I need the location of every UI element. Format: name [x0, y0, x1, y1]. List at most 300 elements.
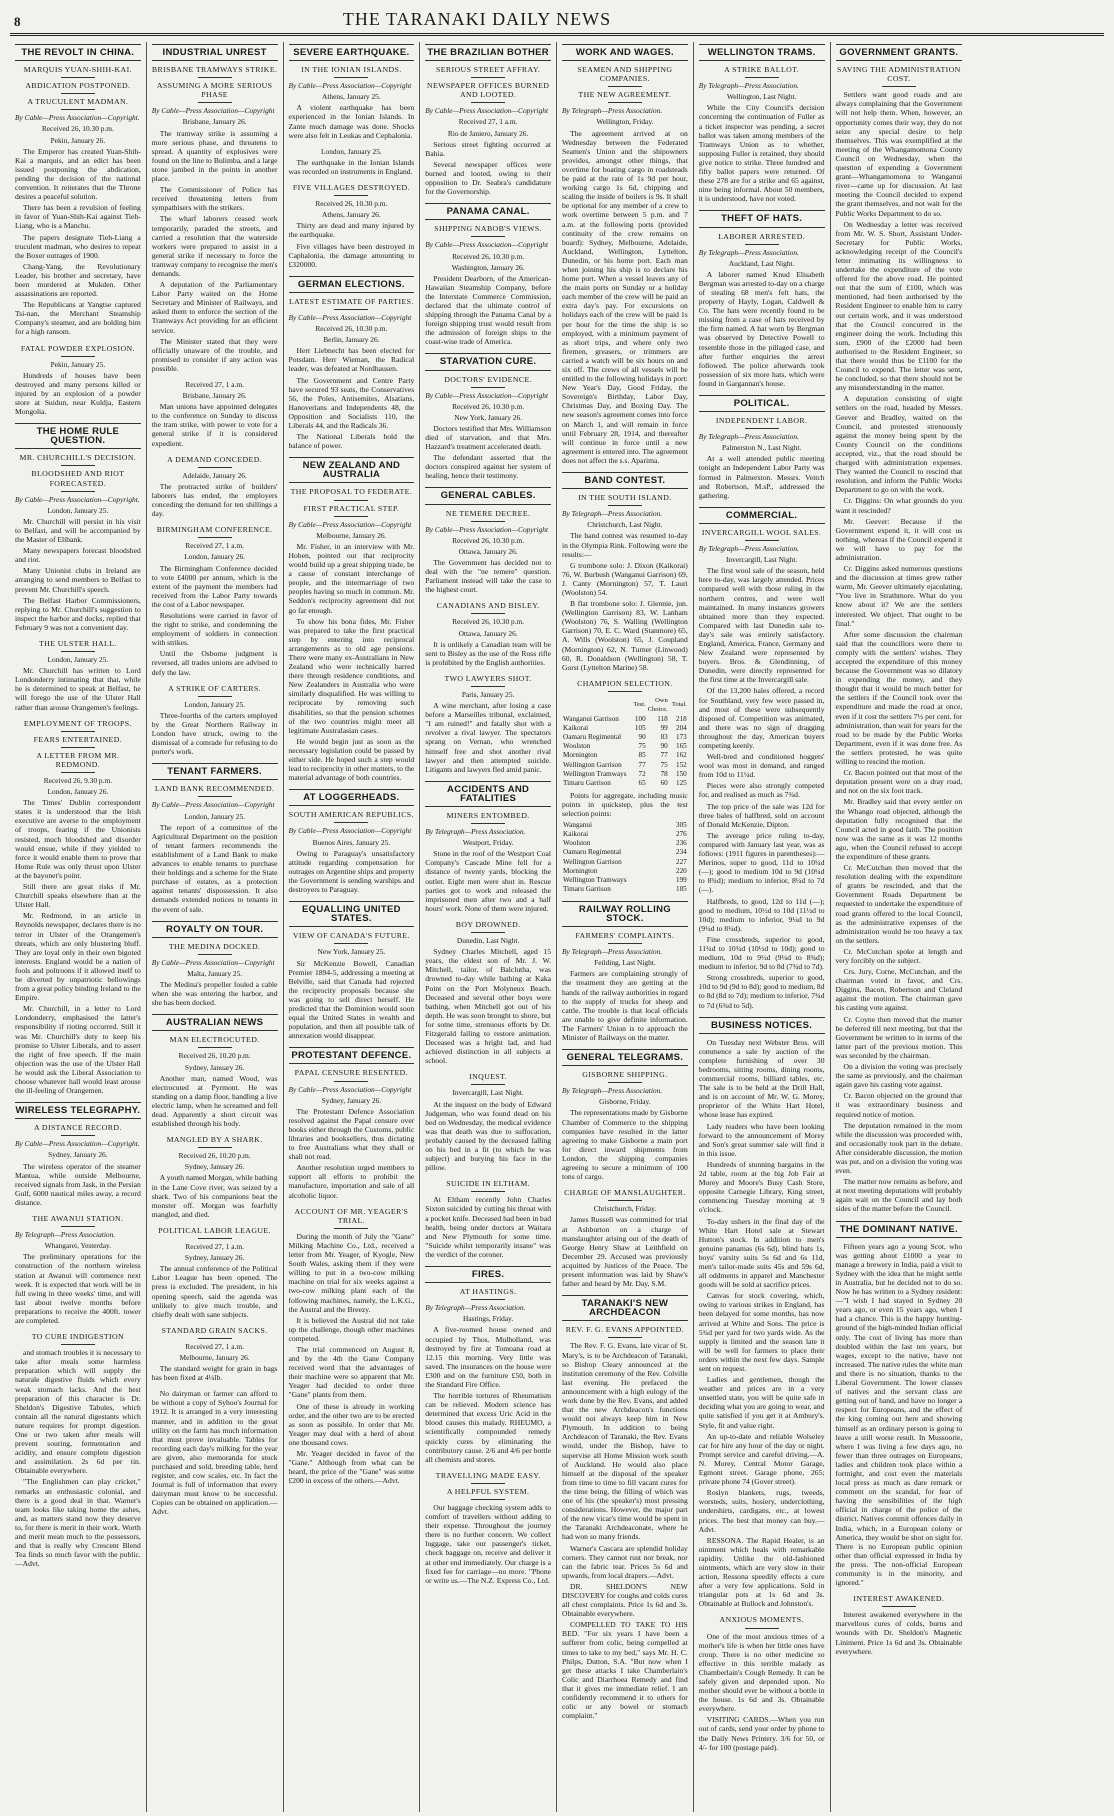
article-byline: By Cable—Press Association—Copyright.	[15, 494, 140, 504]
article-byline: By Cable—Press Association—Copyright	[288, 519, 412, 529]
table-cell: Wellington Tramways	[563, 769, 627, 778]
article-paragraph: Well-bred and conditioned hoggets' wool was most in demand, and ranged from 10d to 11¼d.	[698, 752, 825, 780]
divider-rule	[745, 77, 779, 78]
divider-rule	[608, 1337, 642, 1338]
article-headline: BAND CONTEST.	[562, 472, 688, 489]
article-paragraph: On a division the voting was precisely the same as previously, and the chairman again gave his casting vote against.	[835, 1062, 963, 1090]
article-paragraph: "The Englishmen can play cricket," remarks an enthusiastic colonial, and there is a good deal in that. Warner's team looks like taking home the ashes, and, as matters stand now they deserve to, for there is merit in their work. Worth and merit mean much to the possessors, and that is really why Crescent Blend Tea finds so much favor with the public.—Advt.	[15, 1477, 141, 1569]
article-location: London, January 26.	[184, 552, 245, 562]
article-byline: By Telegraph—Press Association.	[698, 81, 799, 91]
article-paragraph: Warner's Cascara are splendid holiday corners. They cannot rust nor break, nor can the fabric tear. Prices 5s 6d and upwards, from local drapers.—Advt.	[562, 1543, 688, 1580]
divider-rule	[471, 686, 505, 687]
article-headline: THE HOME RULE QUESTION.	[15, 423, 141, 449]
article	[562, 1049, 688, 1181]
article-subheading: INQUEST.	[469, 1072, 508, 1082]
article-paragraph: DR. SHELDON'S NEW DISCOVERY for coughs and colds cures all chest complaints. Price 1s 6d and 3s. Obtainable everywhere.	[562, 1581, 688, 1619]
article	[562, 901, 688, 1042]
article	[562, 472, 688, 672]
article-subheading: INVERCARGILL WOOL SALES.	[701, 527, 822, 537]
column-2	[147, 42, 284, 1812]
table-cell: 85	[638, 751, 646, 760]
article-paragraph: Many newspapers forecast bloodshed and riot.	[15, 546, 141, 565]
article-paragraph: Mr. Churchill will persist in his visit to Belfast, and will be accompanied by the Master of Elibank.	[15, 516, 141, 545]
article-location: Christchurch, Last Night.	[587, 520, 663, 530]
article	[699, 1615, 825, 1751]
article-headline: SEVERE EARTHQUAKE.	[289, 44, 415, 61]
article-subheading: MARQUIS YUAN-SHIH-KAI.	[23, 65, 132, 75]
article-location: Melbourne, January 26.	[179, 1352, 250, 1362]
article-paragraph: A youth named Morgan, while bathing in the Lane Cove river, was seized by a shark. Two of his companions beat the monster off. Morgan was fearfully mangled, and died.	[151, 1173, 278, 1219]
article-dateline: Received 26, 10.30 p.m.	[452, 617, 525, 627]
divider-rule	[471, 1084, 505, 1085]
results-table	[562, 695, 688, 788]
divider-rule	[61, 651, 95, 652]
article-headline: GERMAN ELECTIONS.	[289, 276, 415, 293]
article-paragraph: The wireless operator of the steamer Mantua, while outside Melbourne, received signals from Jask, in the Persian Gulf, 6000 nautical miles away, a record distance.	[15, 1161, 141, 1207]
article-paragraph: Interest awakened everywhere in the marvellous cures of colds, burns and wounds with Dr. Sheldon's Magnetic Liniment. Price 1s 6d and 3s. Obtainable everywhere.	[835, 1610, 963, 1656]
article-location: London, January 25.	[184, 699, 245, 709]
article-paragraph: The defendant asserted that the doctors conspired against her system of healing, hence their testimony.	[425, 453, 551, 481]
article-location: Rio de Janiero, January 26.	[447, 128, 529, 138]
article-location: Malta, January 25.	[187, 968, 243, 978]
article	[699, 507, 825, 1010]
article	[425, 1072, 551, 1172]
article	[15, 1332, 141, 1568]
article-location: Sydney, January 26.	[184, 1253, 245, 1263]
divider-rule	[198, 1238, 232, 1239]
table-cell: Woolston	[563, 742, 591, 751]
article-subheading: ABDICATION POSTPONED.	[25, 81, 131, 91]
table-cell: 77	[660, 751, 668, 760]
article-byline: By Telegraph—Press Association.	[425, 1303, 526, 1313]
article-paragraph: Owing to Paraguay's unsatisfactory attitude regarding compensation for outrages on Argentine ships and property the Government is sending warships and destroyers to Paraguay.	[288, 848, 415, 895]
columns-area	[10, 42, 1104, 1812]
article-location: Sydney, January 26.	[48, 1150, 108, 1160]
divider-rule	[198, 696, 232, 697]
article-paragraph: The earthquake in the Ionian Islands was recorded on instruments in England.	[288, 157, 415, 176]
divider-rule	[334, 943, 368, 944]
article-subheading: NE TEMERE DECREE.	[445, 508, 531, 518]
table-cell: Mornington	[563, 751, 598, 760]
divider-rule	[745, 540, 779, 541]
table-cell: 165	[675, 742, 687, 751]
article-paragraph: Hundreds of stunning bargains in the 2d table, room at the big Job Fair at Morey and Moore's Busy Cash Store, opposite Carnegie Library, King street, commencing Tuesday morning at 9 o'clock.	[698, 1159, 825, 1215]
divider-rule	[882, 86, 916, 87]
article-paragraph: Cr. Bacon pointed out that most of the deputation present were on a dray road, and not on the six foot track.	[835, 768, 963, 796]
article-paragraph: The National Liberals hold the balance of power.	[288, 432, 415, 451]
divider-rule	[608, 1200, 642, 1201]
table-cell: 150	[675, 769, 687, 778]
divider-rule	[198, 1147, 232, 1148]
table-cell: Wellington Garrison	[563, 760, 622, 769]
article-paragraph: Strong crossbreds, superior to good, 10d to 9d (9d to 8d); good to medium, 8d to 8d (8d to 7d); medium to inferior, 7¾d to 7d (6¾d to 5d).	[698, 973, 825, 1010]
article-subheading: THE ULSTER HALL.	[39, 638, 117, 648]
table-cell: Timaru Garrison	[563, 778, 611, 787]
divider-rule	[882, 1606, 916, 1607]
article-subheading: THE MEDINA DOCKED.	[168, 941, 261, 951]
article	[152, 1389, 278, 1516]
article-location: Wellington, Friday.	[596, 117, 654, 127]
article-byline: By Telegraph—Press Association.	[562, 947, 663, 957]
table-cell: 305	[675, 821, 687, 830]
article-subheading: FATAL POWDER EXPLOSION.	[20, 343, 135, 353]
article-dateline: Received 26, 10.20 p.m.	[178, 1151, 251, 1161]
article-paragraph: Cr. McCutchan then moved that the resolution dealing with the expenditure of grants be rescinded, and that the Government Roads Department be requested to undertake the expenditure of road grants offered to the local Council, as the administrative expenses of the administration would be too heavy a tax on the settlers.	[835, 863, 963, 945]
article-location: London, January 25.	[47, 505, 109, 515]
article-paragraph: COMPELLED TO TAKE TO HIS BED. "For six years I have been a sufferer from colic, being compelled at times to take to my bed," says Mr. H. C. Philps, Dutton, S.A. "But now when I get these attacks I take Chamberlain's Colic and Diarrhoea Remedy and find that it gives me immediate relief. I am confidently recommend it to others for colic or any bowel or stomach complaint."	[562, 1620, 688, 1721]
article-paragraph: To show his bona fides, Mr. Fisher was prepared to take the first practical step by entering into reciprocal arrangements as to old age pensions. There were many ex-Australians in New Zealand who were technically barred there through residence conditions, and New Zealanders in Australia who were similarly disqualified. He was willing to reciprocate by removing such disabilities, so that the pension schemes of the two countries might meet all legitimate Australasian cases.	[288, 616, 415, 735]
article-paragraph: The Government and Centre Party have secured 93 seats, the Conservatives 56, the Poles, Antisemites, Alsatians, Hanoverians and Independents 48, the Opposition and Socialists 110, the Liberals 44, and the Radicals 36.	[288, 375, 415, 430]
article-headline: WELLINGTON TRAMS.	[699, 44, 825, 61]
table-row	[562, 761, 688, 770]
article-subheading: SERIOUS STREET AFFRAY.	[436, 65, 541, 75]
table-row	[562, 733, 688, 742]
article	[562, 44, 688, 465]
divider-rule	[471, 1299, 505, 1300]
article-location: Whangarei, Yesterday.	[44, 1241, 112, 1251]
table-cell: 90	[660, 742, 668, 751]
table-cell: Wanganui	[563, 821, 592, 830]
article	[425, 1471, 551, 1585]
article-headline: GENERAL CABLES.	[425, 487, 551, 504]
table-cell: Woolston	[563, 839, 591, 848]
table-cell: Wanganui Garrison	[563, 715, 619, 724]
article-location: London, January 25.	[47, 655, 109, 665]
article-paragraph: The Commissioner of Police has received threatening letters from sympathisers with the strikers.	[151, 185, 278, 213]
article-byline: By Telegraph—Press Association.	[698, 432, 799, 442]
article-paragraph: A laborer named Knud Elisabeth Bergman was arrested to-day on a charge of stealing 68 men's felt hats, the property of Hayly, Logan, Caldwell & Co. The hats were recently found to be missing from a case of hats received by the firm named. A hat worn by Bergman was observed by Detective Powell to resemble those in the pillaged case, and after further enquiries the arrest followed. The police afterwards took possession of six more hats, which were found in Gargannan's house.	[698, 269, 825, 388]
article-subheading: SEAMEN AND SHIPPING COMPANIES.	[577, 65, 673, 84]
article-paragraph: At the inquest on the body of Edward Judgeman, who was found dead on his bed on Wednesday, the medical evidence was that death was due to suffocation, probably caused by the deceased falling on his bed in a fit (to which he was subject) and burying his face in the pillow.	[425, 1099, 551, 1173]
article-paragraph: To-day ushers in the final day of the White Hart Hotel sale at Stewart Hutton's stock. In addition to men's genuine panamas (6s 6d), blind hats 1s, boys' varsity suits 5s 6d and 6s 11d, men's tailor-made suits 45s and 59s 6d, all oddments in apparel and Manchester goods will be sold at sacrifice prices.	[698, 1216, 825, 1290]
article-subheading: A TRUCULENT MADMAN.	[27, 97, 129, 107]
divider-rule	[61, 109, 95, 110]
table-cell: 227	[675, 857, 687, 866]
article-paragraph: The trial commenced on August 8, and by the 4th the Gane Company received word that the advantages of their machine were so apparent that Mr. Yeager had decided to order three "Gane" plants from them.	[288, 1344, 415, 1400]
divider-rule	[334, 500, 368, 501]
article-paragraph: The papers designate Tieh-Liang a truculent madman, who desires to repeat the Boxer outrages of 1900.	[15, 232, 141, 260]
article-byline: By Cable—Press Association—Copyright	[288, 1084, 412, 1094]
article-location: Palmerston N., Last Night.	[722, 443, 802, 453]
article	[152, 921, 278, 1008]
article-paragraph: Still there are great risks if Mr. Churchill speaks elsewhere than at the Ulster Hall.	[15, 882, 141, 910]
divider-rule	[198, 796, 232, 797]
article	[289, 789, 415, 894]
table-cell: 204	[675, 724, 687, 733]
article-paragraph: An up-to-date and reliable Wolseley car for hire any hour of the day or night. Prompt service and careful driving.—A. N. Morey, Central Motor Garage, Egmont street. Garage phone, 265; private phone 74 (Gover street).	[698, 1431, 825, 1487]
divider-rule	[198, 102, 232, 103]
article	[425, 44, 551, 196]
table-header: Total.	[671, 701, 687, 709]
article-byline: By Cable—Press Association—Copyright	[425, 240, 549, 250]
article-headline: WORK AND WAGES.	[562, 44, 688, 61]
article-headline: EQUALLING UNITED STATES.	[289, 901, 415, 927]
divider-rule	[608, 102, 642, 103]
article-headline: INDUSTRIAL UNREST	[152, 44, 278, 61]
article-paragraph: The protracted strike of builders' laborers has ended, the employers conceding the demand for ten shillings a day.	[151, 481, 278, 519]
divider-rule	[334, 1228, 368, 1229]
article-dateline: Received 26, 10.30 p.m.	[315, 199, 388, 209]
article-byline: By Cable—Press Association—Copyright.	[15, 1139, 140, 1149]
divider-rule	[334, 77, 368, 78]
table-cell: Mornington	[563, 866, 598, 875]
article-dateline: Received 27, 1 a.m.	[458, 117, 518, 127]
article	[836, 1221, 963, 1588]
table-cell: 234	[675, 848, 687, 857]
divider-rule	[61, 1226, 95, 1227]
article-subheading: CANADIANS AND BISLEY.	[436, 601, 540, 611]
table-row	[562, 724, 688, 733]
article-subheading: LABORER ARRESTED.	[718, 231, 806, 241]
article-paragraph: Sir McKenzie Bowell, Canadian Premier 1894-5, addressing a meeting at Belville, said that Canada had rejected the reciprocity proposals because she was going to sell direct herself. He predicted that the Dominion would soon equal the United States in wealth and population, and then all possible talk of annexation would disappear.	[288, 958, 415, 1041]
article	[836, 44, 963, 1214]
article-location: London, January 25.	[184, 811, 245, 821]
table-cell: 236	[675, 839, 687, 848]
table-row	[562, 821, 688, 830]
article-paragraph: Points for aggregate, including music points in quickstep, plus the test selection points:	[562, 790, 688, 819]
article-paragraph: Mr. Redmond, in an article in Reynolds newspaper, declares there is no terror in Ulster of the Orangemen's threats, which are only blustering bluff. They are loyal only in their own bigoted interests. England would be a nation of fools and poltroons if it allowed itself to be diverted by unpatriotic bellowings from a great policy binding Ireland to the Empire.	[15, 911, 141, 1003]
table-cell: 60	[660, 778, 668, 787]
article-byline: By Cable—Press Association—Copyright	[425, 524, 549, 534]
article-subheading: IN THE SOUTH ISLAND.	[578, 493, 672, 503]
article-paragraph: Settlers want good roads and are always complaining that the Government will not help them. When, however, an opportunity comes their way, they do not seize any special desire to help themselves. This was exemplified at the meeting of the Whangamomona County Council on Wednesday, when the question of expending a Government grant—Whangamomona to Wanganui river—came up for discussion. At last meeting the Council decided to expend the grant themselves, and not wait for the Public Works Department to do so.	[835, 90, 963, 218]
article-subheading: POLITICAL LABOR LEAGUE.	[158, 1225, 271, 1235]
table-cell: 276	[675, 830, 687, 839]
article-paragraph: The preliminary operations for the construction of the northern wireless station at Awanui will commence next week. It is expected that work will be in full swing in three weeks' time, and will last about twelve months before preparations to receive the 400ft. tower are completed.	[15, 1252, 141, 1325]
divider-rule	[334, 195, 368, 196]
article-paragraph: Canvas for stock covering, which, owing to various strikes in England, has been delayed for some months, has now arrived at White and Sons. The price is 5¾d per yard for two yards wide. As the supply is limited and the season late it will be well for farmers to place their orders within the next few days. Sample sent on request.	[698, 1291, 825, 1373]
article-dateline: Received 26, 10.30 p.m.	[452, 251, 525, 261]
article-paragraph: It is believed the Austral did not take up the challenge, though other machines competed.	[288, 1315, 415, 1343]
article-location: Christchurch, Friday.	[593, 1204, 657, 1214]
divider-rule	[198, 1338, 232, 1339]
article-dateline: Received 27, 1 a.m.	[185, 541, 244, 551]
article-subheading: MANGLED BY A SHARK.	[166, 1135, 263, 1145]
article	[152, 1326, 278, 1382]
article-headline: BUSINESS NOTICES.	[699, 1017, 825, 1034]
article-headline: GENERAL TELEGRAMS.	[562, 1049, 688, 1066]
article-headline: NEW ZEALAND AND AUSTRALIA	[289, 457, 415, 483]
article-paragraph: Several newspaper offices were burned and looted, owing to their opposition to Dr. Seabra's candidature for the Governorship.	[425, 159, 551, 197]
article-paragraph: The Minister stated that they were officially unaware of the trouble, and promised to consider if any action was possible.	[151, 336, 278, 373]
article	[425, 1179, 551, 1259]
article-dateline: Received 26, 10.30 p.m.	[452, 535, 525, 545]
page-number: 8	[14, 14, 21, 29]
article	[425, 674, 551, 774]
article-location: Hastings, Friday.	[463, 1314, 514, 1324]
article-paragraph: Cr. McCutchan spoke at length and very forcibly on the subject.	[835, 946, 963, 965]
article-paragraph: Ladies and gentlemen, though the weather and prices are in a very unsettled state, you will be quite safe in deciding what you are going to wear, and quite satisfied if you get it at Ambury's. Style, fit and value right.	[698, 1375, 825, 1430]
article-subheading: A LETTER FROM MR. REDMOND.	[36, 750, 120, 769]
points-table	[562, 821, 688, 894]
table-cell: Wellington Tramways	[563, 875, 627, 884]
article	[15, 344, 141, 417]
article-dateline: Received 27, 1 a.m.	[185, 1242, 244, 1252]
article-dateline: Received 26, 10.30 p.m.	[452, 401, 525, 411]
table-cell: 218	[675, 715, 687, 724]
article-subheading: EMPLOYMENT OF TROOPS.	[23, 718, 132, 728]
article-paragraph: While the City Council's decision concerning the continuation of Fuller as a ticket inspector was pending, a secret ballot was taken among members of the Tramways Union as to whether, supposing Fuller is retained, they should give notice to strike. Three hundred and fifty ballot papers were returned. Of these 278 are for a strike and 65 against, nine being informal. About 50 members, it is understood, have not voted.	[698, 103, 825, 204]
table-row	[562, 885, 688, 894]
divider-rule	[471, 236, 505, 237]
column-1	[10, 42, 147, 1812]
article-paragraph: James Russell was committed for trial at Ashburton on a charge of manslaughter arising out of the death of George Henry Shaw at Leithfield on December 29. Accused was previously acquitted by Justices of the Peace. The present information was laid by Shaw's father and heard by Mr. Day, S.M.	[562, 1215, 688, 1289]
article-paragraph: Hundreds of houses have been destroyed and many persons killed or injured by an explosion of a powder store at Suidun, near Kuldja, Eastern Mongolia.	[15, 370, 141, 417]
article	[425, 601, 551, 667]
article-paragraph: The standard weight for grain in bags has been fixed at 4¼lb.	[151, 1364, 278, 1383]
article-byline: By Telegraph—Press Association.	[562, 509, 663, 519]
article-paragraph: Farmers are complaining strongly of the treatment they are getting at the hands of the railway authorities in regard to the supply of trucks for sheep and cattle. The trouble is that local officials are unable to give definite information. The Farmers' Union is to approach the Minister of Railways on the matter.	[562, 969, 688, 1042]
article-paragraph: Roslyn blankets, rugs, tweeds, worsteds, suits, hosiery, underclothing, undershirts, cardigans, etc., at lowest prices. The best that money can buy.—Advt.	[698, 1488, 825, 1534]
article-location: Sydney, January 26.	[184, 1162, 245, 1172]
article-location: Sydney, January 26.	[321, 1095, 382, 1105]
article-subheading: LAND BANK RECOMMENDED.	[154, 784, 275, 794]
article-paragraph: The first wool sale of the season, held here to-day, was largely attended. Prices compared well with those ruling in the northern centres, and were well maintained. In many instances growers obtained more than they expected. Compared with last Dunedin sale to-day's sale was entirely satisfactory. England, America, France, Germany and New Zealand were represented by buyers. Bros. & Glendinning, of Dunedin, were directly represented for the first time at the Invercargill sale.	[698, 566, 825, 685]
divider-rule	[61, 465, 95, 466]
article-subheading: MR. CHURCHILL'S DECISION.	[19, 453, 137, 463]
article-headline: RAILWAY ROLLING STOCK.	[562, 901, 688, 927]
article	[289, 44, 415, 140]
article-headline: STARVATION CURE.	[425, 353, 551, 370]
table-header: Own Choice.	[647, 696, 668, 713]
article	[289, 1207, 415, 1486]
article-paragraph: Herr Liebnecht has been elected for Potsdam. Herr Wieman, the Radical leader, was defeated at Nordhausen.	[288, 346, 415, 374]
article-paragraph: RESSONA. The Rapid Healer, is an ointment which heals with remarkable rapidity. Unlike the old-fashioned ointments, which are very slow in their action, Ressona speedily effects a cure after a very few applications. Sold in triangular pots at 1s 6d and 3s. Obtainable at Bullock and Johnston's.	[698, 1535, 825, 1609]
table-cell: Kaikorai	[563, 830, 589, 839]
divider-rule	[608, 1082, 642, 1083]
article-headline: TENANT FARMERS.	[152, 763, 278, 780]
article-subheading: INDEPENDENT LABOR.	[715, 416, 808, 426]
divider-rule	[334, 309, 368, 310]
article-subheading: A DEMAND CONCEDED.	[167, 454, 263, 464]
article-paragraph: The Emperor has created Yuan-Shih-Kai a marquis, and an edict has been issued postponing the abdication, pending the decision of the national convention. It reiterates that the Throne desires a peaceful solution.	[15, 146, 141, 202]
article-paragraph: He would begin just as soon as the necessary legislation could be passed by either side. He hoped such a step would lead to reciprocity in other matters, to the material advantage of both countries.	[288, 736, 415, 783]
article-subheading: AT HASTINGS.	[459, 1287, 517, 1297]
article-paragraph: On Wednesday a letter was received from Mr. W. S. Short, Assistant Under-Secretary for Public Works, acknowledging receipt of the Council's letter intimating its willingness to undertake the expenditure of the vote offered for the above road. He pointed out that the sum of £100, which was mentioned, had been authorised by the Resident Engineer to enable him to carry out certain work, and it was understood that the Council concurred in the engineer doing the work. Including this sum, £900 of the £2000 had been authorised to the Resident Engineer, so that there would thus be £1100 for the Council to expend. The letter was sent, he concluded, so that there should not be any misunderstanding in the matter.	[835, 219, 963, 393]
article-paragraph: The horrible tortures of Rheumatism can be relieved. Modern science has determined that excess Uric Acid in the blood causes this malady. RHEUMO, a scientifically compounded remedy quickly cures by eliminating the contributory cause. 2/6 and 4/6 per bottle all chemists and stores.	[425, 1391, 551, 1464]
article-headline: GOVERNMENT GRANTS.	[836, 44, 963, 61]
divider-rule	[198, 77, 232, 78]
article-byline: By Cable—Press Association—Copyright	[288, 81, 412, 91]
divider-rule	[471, 1191, 505, 1192]
table-row	[562, 867, 688, 876]
article-byline: By Cable—Press Association—Copyright	[288, 312, 412, 322]
article-subheading: BLOODSHED AND RIOT FORECASTED.	[31, 469, 125, 488]
divider-rule	[608, 943, 642, 944]
article-paragraph: Another man, named Wood, was electrocuted at Pyrmont. He was standing on a damp floor, handling a live electric lamp, when he screamed and fell dead. Apparently a short circuit was established through his body.	[151, 1073, 278, 1129]
article-paragraph: Another resolution urged members to support all efforts to prohibit the manufacture, importation and sale of all alcoholic liquor.	[288, 1163, 415, 1200]
article-location: London, January 26.	[47, 787, 109, 797]
divider-rule	[198, 1047, 232, 1048]
article-paragraph: Five villages have been destroyed in Caphalonia, the damage amounting to £320000.	[288, 241, 415, 269]
article-subheading: REV. F. G. EVANS APPOINTED.	[565, 1325, 684, 1335]
article-headline: FIRES.	[425, 1266, 551, 1283]
article-subheading: A HELPFUL SYSTEM.	[446, 1486, 530, 1496]
article	[289, 276, 415, 451]
article-location: Pekin, January 25.	[50, 359, 106, 369]
divider-rule	[471, 932, 505, 933]
article-paragraph: A violent earthquake has been experienced in the Ionian Islands. In Zante much damage was done. Shocks were also felt in Leukas and Cephalonia.	[288, 103, 415, 140]
divider-rule	[471, 613, 505, 614]
article-byline: By Telegraph—Press Association.	[15, 1230, 116, 1240]
table-cell: Wellington Garrison	[563, 857, 622, 866]
article-headline: THE REVOLT IN CHINA.	[15, 44, 141, 61]
article-paragraph: President Dearborn, of the American-Hawaiian Steamship Company, before the Interstate Commerce Commission, declared that the ultimate control of shipping through the Panama Canal by a foreign shipping trust would result from the admission of foreign ships to the coast-wise trade of America.	[425, 273, 551, 347]
article-subheading: THE AWANUI STATION.	[32, 1214, 124, 1224]
article-paragraph: Fifteen years ago a young Scot, who was getting about £1000 a year to manage a brewery in India, paid a visit to Sydney with the idea that he might settle in Australia, but he decided not to do so. Now he has written to a Sydney resident:—"I wish I had stayed in Sydney 20 years ago, or even 15 years ago, when I had a chance. This is the happy hunting-ground of the high-minded Indian official only. The cost of living has more than doubled within the last ten years, but wages, except to the native, have not increased. The native rules the white man and there is no situation, thanks to the Liberal Government. The lower classes of natives and the servant class are getting out of hand, and have no longer a respect for Europeans, and the effect of the king coming out here and showing himself as an ordinary person is going to leave a still worse result. In Mussoorie, where I was living a few days ago, no fewer than three outrages on Europeans, ladies and children took place within a fortnight, and cost even the materials local press as much as dare remark or comment on the scandal, for fear of having the sensibilities of the high official in charge of the police of the district. Natives commit offences daily in India, which, in a European colony or America, they would be shot on sight for. There is no European public opinion other than official expressed in India by the press. The non-official European community is in the minority, and ignored."	[835, 1241, 963, 1588]
article-paragraph: The Belfast Harbor Commissioners, replying to Mr. Churchill's suggestion to inspect the harbor and docks, replied that February 9 was not a convenient day.	[15, 595, 141, 632]
article-subheading: ANXIOUS MOMENTS.	[719, 1615, 804, 1625]
article-paragraph: Pieces were also strongly competed for, and realised as much as 7¾d.	[698, 781, 825, 800]
divider-rule	[61, 731, 95, 732]
article-paragraph: B flat trombone solo: J. Glennie, jun. (Wellington Garrison) 83, W. Lanham (Woolston) 76, S. Walling (Wellington Garrison) 70, E. C. Ward (Stanmore) 65, A. Wills (Woolston) 65, J. Coupland (Mornington) 62, N. Turner (Linwood) 60, R. Donaldson (Wellington) 58, T. Gorst (Lyttelton Marine) 58.	[562, 599, 688, 672]
article-subheading: BOY DROWNED.	[455, 919, 521, 929]
divider-rule	[198, 537, 232, 538]
article-paragraph: Until the Osborne judgment is reversed, all trades unions are advised to defy the law.	[151, 649, 278, 677]
article-paragraph: During the month of July the "Gane" Milking Machine Co., Ltd., received a letter from Mr. Yeager, of Kyogle, New South Wales, asking them if they were willing to put in a two-cow milking machine on trial for six weeks against a two-cow milking plant each of the following machines, namely, the L.K.G., the Austral and the Breezy.	[288, 1231, 415, 1314]
article-subheading: A STRIKE OF CARTERS.	[168, 683, 262, 693]
article	[15, 719, 141, 1096]
divider-rule	[471, 521, 505, 522]
article-paragraph: The Birmingham Conference decided to vote £4000 per annum, which is the extent of the payment the members had received from the Labor Party towards the cost of a Labor newspaper.	[151, 563, 278, 609]
article-subheading: VIEW OF CANADA'S FUTURE.	[292, 931, 410, 941]
article-paragraph: and stomach troubles it is necessary to take after meals some harmless preparation which will supply the naturale digestive fluids which every weak stomach lacks. And the best preparation of this character is Dr. Sheldon's Digestive Tabules, which contain all the natural digestants which nature requires for prompt digestion. One or two taken after meals will prevent souring, fermentation and acidity, and ensure complete digestion and assimilation. 2s 6d per tin. Obtainable everywhere.	[15, 1348, 141, 1476]
article-paragraph: Halfbreds, to good, 12d to 11d (—); good to medium, 10½d to 10d (11½d to 10d); medium to inferior, 9¼d to 9d (9¼d to 8¼d).	[698, 896, 825, 933]
table-row	[562, 742, 688, 751]
article-paragraph: The tramway strike is assuming a more serious phase, and threatens to spread. A quantity of explosives were found on the line to Bulimba, and a large stone jambed in the points in another place.	[151, 128, 278, 184]
column-7	[831, 42, 968, 1812]
table-row	[562, 751, 688, 760]
divider-rule	[61, 747, 95, 748]
divider-rule	[198, 954, 232, 955]
table-row	[562, 770, 688, 779]
article-location: New York, January 25.	[317, 947, 386, 957]
article-location: New York, January 26.	[454, 412, 522, 422]
divider-rule	[471, 387, 505, 388]
article	[699, 1017, 825, 1609]
divider-rule	[471, 102, 505, 103]
article-paragraph: The wharf laborers ceased work temporarily, paraded the streets, and carried a resolution that the waterside workers were prepared to assist in a general strike if necessary to force the tramway company to recognise the men's demands.	[151, 214, 278, 278]
divider-rule	[608, 86, 642, 87]
article	[289, 901, 415, 1040]
article-paragraph: Stone in the roof of the Westport Coal Company's Cascade Mine fell for a distance of twenty yards, blocking the outlet. Eight men were shut in. Rescue parties got to work and released the imprisoned men after two and a half hours' work. None of them were injured.	[425, 849, 551, 913]
article	[289, 457, 415, 782]
article-headline: COMMERCIAL.	[699, 507, 825, 524]
article	[15, 1102, 141, 1207]
article-subheading: STANDARD GRAIN SACKS.	[161, 1325, 268, 1335]
article-headline: ROYALTY ON TOUR.	[152, 921, 278, 938]
article-subheading: THE NEW AGREEMENT.	[578, 90, 672, 100]
article-location: Berlin, January 26.	[323, 335, 380, 345]
article-headline: ACCIDENTS AND FATALITIES	[425, 781, 551, 807]
article	[15, 44, 141, 337]
article-subheading: NEWSPAPER OFFICES BURNED AND LOOTED.	[426, 81, 550, 100]
article-subheading: INTEREST AWAKENED.	[853, 1594, 945, 1604]
divider-rule	[334, 1081, 368, 1082]
article-paragraph: The Times' Dublin correspondent states it is understood that the Irish executive are averse to the employment of troops, fearing if the Unionists resisted, much bloodshed and disorder would ensue, while if they yielded to force it would enable them to prove that Home Rule was only thrust upon Ulster at the bayonet's point.	[15, 798, 141, 880]
article-paragraph: Our baggage checking system adds to comfort of travellers without adding to their expense. Throughout the journey there is no further concern. We collect luggage, take our passenger's ticket, check baggage on, receive and deliver it at other end immediately. Our charge is a fixed fee for carriage—no more. "Phone or write us.—The N.Z. Express Co., Ltd.	[425, 1503, 551, 1585]
article-byline: By Telegraph—Press Association.	[698, 544, 799, 554]
article-paragraph: Cr. Coyne then moved that the matter be deferred till next meeting, but that the Government be written to in terms of the latter part of the previous motion. This was seconded by the chairman.	[835, 1014, 963, 1060]
article-paragraph: Cr. Bacon objected on the ground that it was extraordinary business and required notice of motion.	[835, 1091, 963, 1119]
column-5	[557, 42, 694, 1812]
masthead	[10, 6, 1104, 36]
article-subheading: MAN ELECTROCUTED.	[169, 1035, 260, 1045]
table-cell: 90	[638, 733, 646, 742]
article-subheading: TWO LAWYERS SHOT.	[444, 673, 532, 683]
article	[152, 44, 278, 373]
article	[836, 1594, 963, 1656]
